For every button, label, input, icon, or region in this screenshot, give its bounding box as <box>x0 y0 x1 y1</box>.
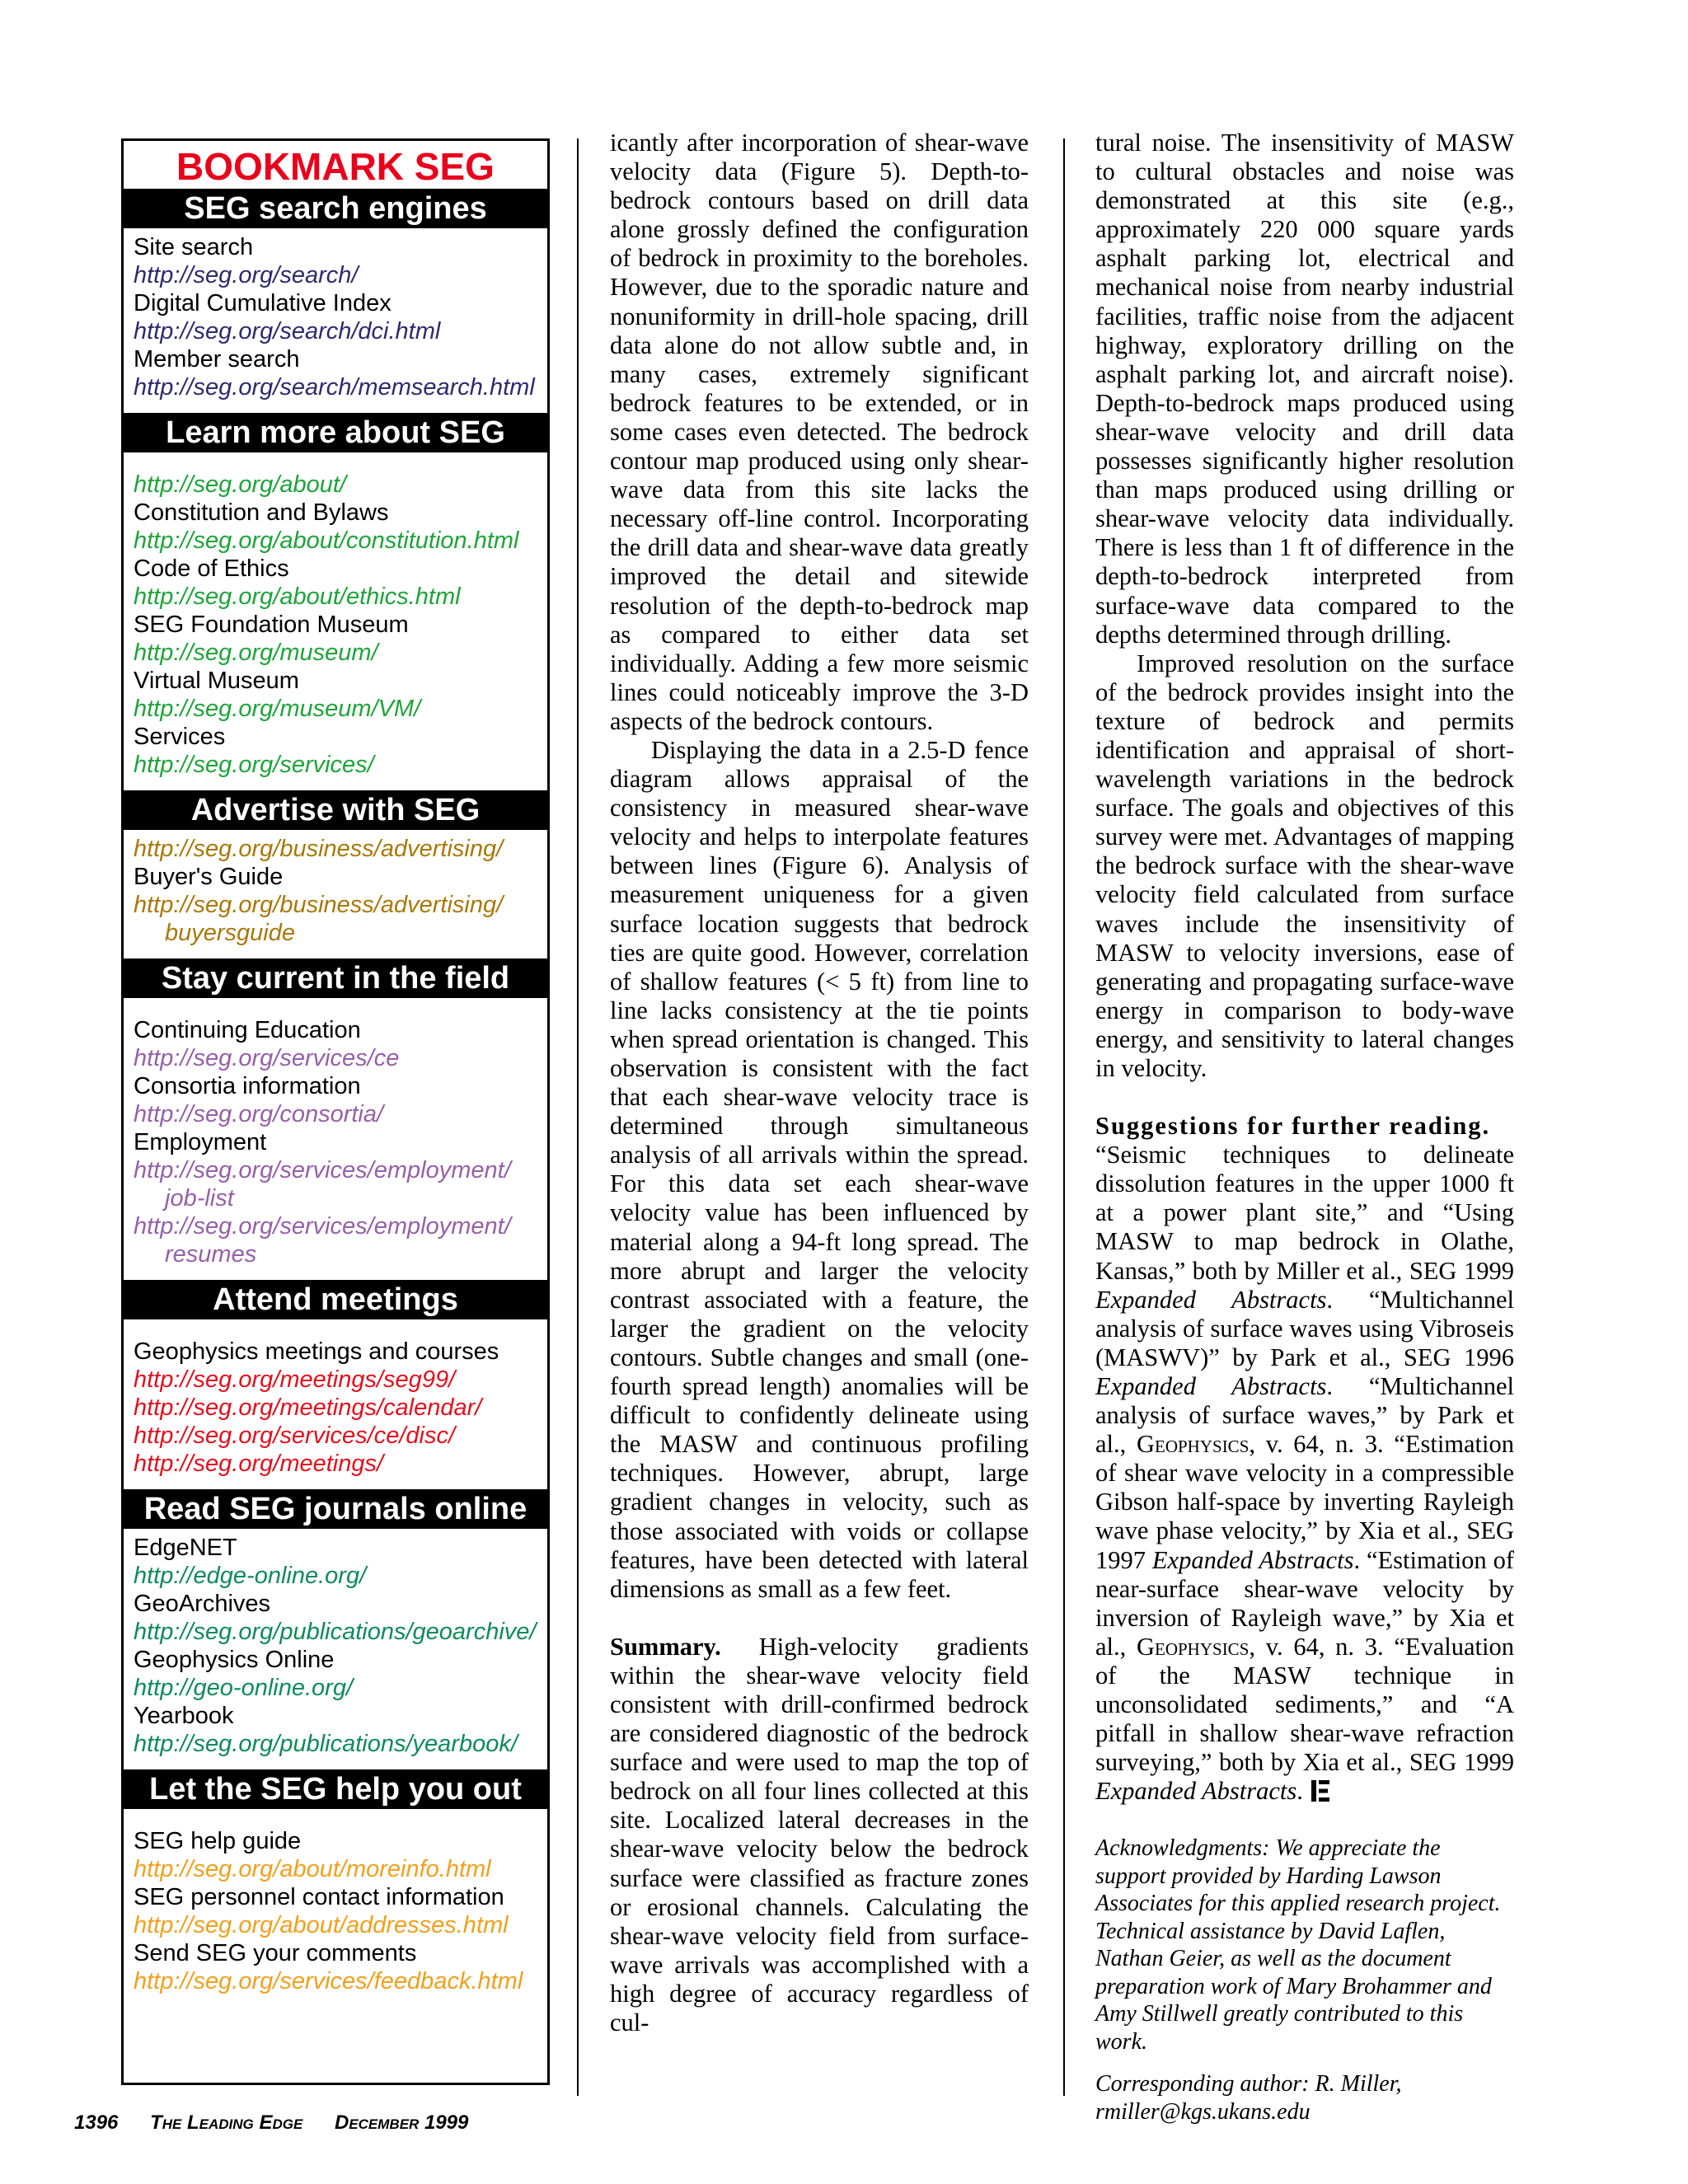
bookmark-link[interactable]: http://seg.org/search/dci.html <box>134 318 441 344</box>
bookmark-link[interactable]: http://seg.org/about/addresses.html <box>134 1912 509 1938</box>
bookmark-link[interactable]: http://seg.org/search/ <box>134 262 359 288</box>
bookmark-link[interactable]: http://seg.org/services/employment/ <box>134 1157 511 1183</box>
bookmark-label: Code of Ethics <box>134 555 289 582</box>
end-mark-icon <box>1311 1780 1329 1802</box>
bookmark-link[interactable]: http://seg.org/meetings/calendar/ <box>134 1394 482 1421</box>
author-email: rmiller@kgs.ukans.edu <box>1095 2098 1311 2125</box>
bookmark-link[interactable]: http://edge-online.org/ <box>134 1563 367 1589</box>
section-body <box>124 1529 547 1769</box>
bookmark-label: Continuing Education <box>134 1017 361 1043</box>
section-body <box>124 228 547 413</box>
reference-text: . “Multichannel analysis of surface waves using Vibroseis (MASWV)” by Park et al., SEG 1996 <box>1095 1285 1514 1371</box>
bookmark-label: Consortia information <box>134 1073 361 1099</box>
reference-emphasis: Expanded Abstracts <box>1151 1545 1354 1574</box>
bookmark-link[interactable]: http://seg.org/services/ce <box>134 1045 400 1071</box>
bookmark-label: SEG Foundation Museum <box>134 612 409 638</box>
bookmark-label: Digital Cumulative Index <box>134 290 392 316</box>
bookmark-link[interactable]: buyersguide <box>165 920 295 946</box>
bookmark-label: GeoArchives <box>134 1591 271 1617</box>
section-body <box>124 830 547 958</box>
bookmark-link[interactable]: http://geo-online.org/ <box>134 1675 354 1701</box>
bookmark-link[interactable]: http://seg.org/services/ <box>134 752 374 778</box>
bookmark-link[interactable]: http://seg.org/museum/VM/ <box>134 696 421 722</box>
bookmark-link[interactable]: http://seg.org/search/memsearch.html <box>134 374 535 401</box>
bookmark-label: Services <box>134 724 226 750</box>
bookmark-link[interactable]: http://seg.org/publications/geoarchive/ <box>134 1619 537 1645</box>
journal-name: Geophysics <box>1136 1632 1250 1661</box>
page-number: 1396 <box>74 2111 119 2134</box>
bookmark-link[interactable]: http://seg.org/business/advertising/ <box>134 836 504 862</box>
article-column-right <box>1095 129 1514 2125</box>
bookmark-link[interactable]: http://seg.org/museum/ <box>134 640 378 666</box>
sidebar-sections <box>124 189 547 2007</box>
section-body <box>124 1319 547 1489</box>
bookmark-label: EdgeNET <box>134 1535 237 1561</box>
column-rule-right <box>1063 138 1065 2096</box>
section-body <box>124 452 547 790</box>
reference-text: , v. 64, n. 3. “Estimation of shear wave velocity in a compressible Gibson half-space by inverting Rayleigh wave phase velocity,” by Xia et al., SEG 1997 <box>1095 1430 1515 1574</box>
section-body <box>124 998 547 1280</box>
reference-emphasis: Expanded Abstracts <box>1095 1777 1297 1806</box>
bookmark-label: Send SEG your comments <box>134 1940 417 1966</box>
bookmark-link[interactable]: http://seg.org/meetings/seg99/ <box>134 1366 456 1393</box>
further-reading-heading: Suggestions for further reading. <box>1095 1112 1491 1141</box>
section-header: Read SEG journals online <box>124 1489 547 1529</box>
paragraph: Improved resolution on the surface of the bedrock provides insight into the texture of bedrock and permits identification and appraisal of short-wavelength variations in the bedrock surface. The goals and objectives of this survey were met. Advantages of mapping the bedrock surface with the shear-wave velocity field calculated from surface waves include the insensitivity of MASW to velocity inversions, ease of generating and propagating surface-wave energy in comparison to body-wave energy, and sensitivity to lateral changes in velocity. <box>1095 649 1514 1082</box>
section-header: Attend meetings <box>124 1280 547 1319</box>
bookmark-link[interactable]: http://seg.org/services/feedback.html <box>134 1968 523 1994</box>
reference-text: “Seismic techniques to delineate dissolution features in the upper 1000 ft at a power plant site,” and “Using MASW to map bedrock in Olathe, Kansas,” both by Miller et al., SEG 1999 <box>1095 1141 1514 1285</box>
reference-emphasis: Expanded Abstracts <box>1095 1285 1327 1314</box>
bookmark-link[interactable]: http://seg.org/business/advertising/ <box>134 892 504 918</box>
corresponding-author <box>1095 2070 1514 2125</box>
bookmark-label: Employment <box>134 1129 267 1155</box>
article-column-middle <box>610 129 1029 2037</box>
page-footer <box>74 2111 495 2135</box>
reference-text: . “Multichannel analysis of surface waves,” by Park et al., <box>1095 1371 1514 1459</box>
bookmark-link[interactable]: http://seg.org/services/ce/disc/ <box>134 1422 456 1449</box>
magazine-name: The Leading Edge <box>150 2111 303 2134</box>
issue-date: December 1999 <box>334 2111 469 2134</box>
paragraph: Displaying the data in a 2.5-D fence diagram allows appraisal of the consistency in measured shear-wave velocity and helps to interpolate features between lines (Figure 6). Analysis of measurement uniqueness for a given surface location suggests that bedrock ties are quite good. However, correlation of shallow features (< 5 ft) from line to line lacks consistency at the tie points when spread orientation is changed. This observation is consistent with the fact that each shear-wave velocity trace is determined through simultaneous analysis of all arrivals within the spread. For this data set each shear-wave velocity value has been influenced by material along a 94-ft long spread. The more abrupt and larger the velocity contrast associated with a feature, the larger the gradient on the velocity contours. Subtle changes and small (one-fourth spread length) anomalies will be difficult to confidently delineate using the MASW and continuous profiling techniques. However, abrupt, large gradient changes in velocity, such as those associated with voids or collapse features, have been detected with lateral dimensions as small as a few feet. <box>610 735 1029 1603</box>
summary-heading: Summary. <box>610 1632 721 1661</box>
journal-name: Geophysics <box>1136 1430 1250 1459</box>
section-header: Let the SEG help you out <box>124 1769 547 1809</box>
bookmark-link[interactable]: http://seg.org/about/ <box>134 471 346 498</box>
bookmark-link[interactable]: job-list <box>165 1185 234 1212</box>
bookmark-label: Yearbook <box>134 1703 234 1729</box>
summary-paragraph <box>610 1633 1029 2037</box>
bookmark-label: Geophysics Online <box>134 1647 335 1673</box>
bookmark-label: Site search <box>134 234 254 260</box>
reference-text: , v. 64, n. 3. “Evaluation of the MASW technique in unconsolidated sediments,” and “A pitfall in shallow shear-wave refraction surveying,” both by Xia et al., SEG 1999 <box>1095 1632 1515 1777</box>
paragraph: tural noise. The insensitivity of MASW to cultural obstacles and noise was demonstrated at this site (e.g., approximately 220 000 square yards asphalt parking lot, electrical and mechanical noise from nearby industrial facilities, traffic noise from the adjacent highway, exploratory drilling on the asphalt parking lot, and aircraft noise). Depth-to-bedrock maps produced using shear-wave velocity and drill data possesses significantly higher resolution than maps produced using drilling or shear-wave velocity data individually. There is less than 1 ft of difference in the depth-to-bedrock interpreted from surface-wave data compared to the depths determined through drilling. <box>1095 129 1514 649</box>
corresponding-author-label: Corresponding author: R. Miller, <box>1095 2071 1402 2097</box>
acknowledgments: Acknowledgments: We appreciate the support provided by Harding Lawson Associates for this applied research project. Technical assistance by David Laflen, Nathan Geier, as well as the document preparation work of Mary Brohammer and Amy Stillwell greatly contributed to this work. <box>1095 1835 1501 2055</box>
reference-emphasis: Expanded Abstracts <box>1095 1371 1327 1400</box>
bookmark-link[interactable]: http://seg.org/meetings/ <box>134 1451 384 1477</box>
bookmark-label: SEG personnel contact information <box>134 1884 504 1910</box>
bookmark-label: Constitution and Bylaws <box>134 499 389 526</box>
further-reading <box>1095 1112 1514 1806</box>
section-header: Advertise with SEG <box>124 790 547 830</box>
bookmark-label: Virtual Museum <box>134 668 299 694</box>
summary-text: High-velocity gradients within the shear-wave velocity field consistent with drill-confirmed bedrock are considered diagnostic of the bedrock surface and were used to map the top of bedrock on all four lines collected at this site. Localized lateral decreases in the shear-wave velocity below the bedrock surface were classified as fracture zones or erosional channels. Calculating the shear-wave velocity field from surface-wave arrivals was accomplished with a high degree of accuracy regardless of cul- <box>610 1632 1029 2036</box>
bookmark-link[interactable]: http://seg.org/consortia/ <box>134 1101 384 1127</box>
bookmark-label: SEG help guide <box>134 1828 302 1854</box>
section-header: SEG search engines <box>124 189 547 228</box>
column-rule-left <box>577 138 579 2096</box>
section-body <box>124 1809 547 2007</box>
reference-text: . <box>1296 1777 1303 1806</box>
bookmark-link[interactable]: http://seg.org/about/moreinfo.html <box>134 1856 491 1882</box>
bookmark-label: Buyer's Guide <box>134 864 284 890</box>
bookmark-seg-sidebar <box>121 138 550 2085</box>
paragraph: icantly after incorporation of shear-wave velocity data (Figure 5). Depth-to-bedrock contours based on drill data alone grossly defined the configuration of bedrock in proximity to the boreholes. However, due to the sporadic nature and nonuniformity in drill-hole spacing, drill data alone do not allow subtle and, in many cases, extremely significant bedrock features to be extended, or in some cases even detected. The bedrock contour map produced using only shear-wave data from this site lacks the necessary off-line control. Incorporating the drill data and shear-wave data greatly improved the detail and sitewide resolution of the depth-to-bedrock map as compared to either data set individually. Adding a few more seismic lines could noticeably improve the 3-D aspects of the bedrock contours. <box>610 129 1029 735</box>
bookmark-link[interactable]: resumes <box>165 1241 257 1268</box>
bookmark-label: Geophysics meetings and courses <box>134 1338 499 1365</box>
sidebar-title: BOOKMARK SEG <box>176 145 495 188</box>
bookmark-link[interactable]: http://seg.org/services/employment/ <box>134 1213 511 1240</box>
section-header: Learn more about SEG <box>124 413 547 452</box>
bookmark-link[interactable]: http://seg.org/publications/yearbook/ <box>134 1731 518 1757</box>
bookmark-label: Member search <box>134 346 300 373</box>
reference-text: . “Estimation of near-surface shear-wave velocity by inversion of Rayleigh wave,” by Xia et al., <box>1095 1545 1514 1661</box>
section-header: Stay current in the field <box>124 958 547 998</box>
bookmark-link[interactable]: http://seg.org/about/constitution.html <box>134 527 519 554</box>
bookmark-link[interactable]: http://seg.org/about/ethics.html <box>134 583 461 610</box>
